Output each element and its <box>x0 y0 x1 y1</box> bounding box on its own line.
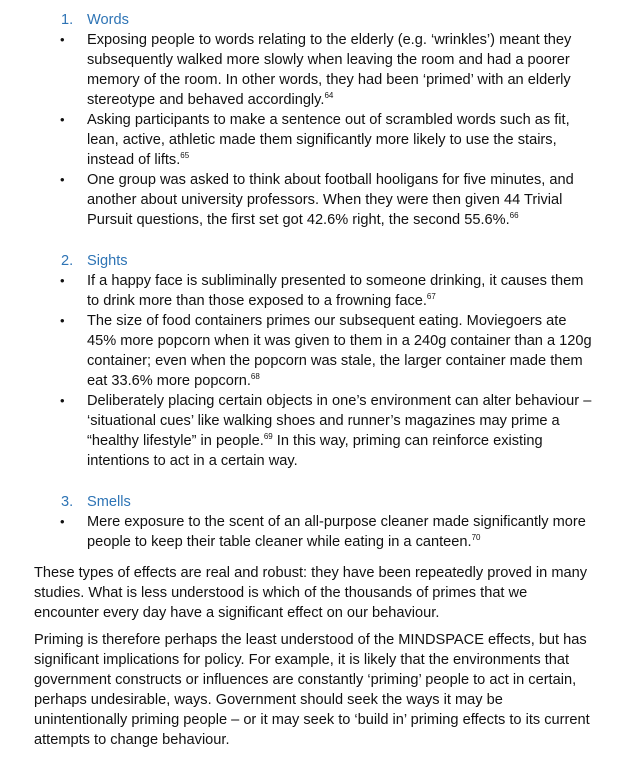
bullet-icon: • <box>60 172 65 187</box>
list-item <box>34 170 594 230</box>
bullet-list <box>34 30 594 230</box>
section-heading <box>34 10 594 30</box>
footnote-ref: 68 <box>250 372 260 381</box>
bullet-text: The size of food containers primes our subsequent eating. Moviegoers ate 45% more popcorn when it was given to them in a 240g container than a 120g container; even when the popcorn was stale, the larger container made them eat 33.6% more popcorn. <box>87 313 592 389</box>
bullet-icon: • <box>60 313 65 328</box>
footnote-ref: 70 <box>471 533 481 542</box>
section-number: 2. <box>61 253 74 269</box>
bullet-text: Exposing people to words relating to the elderly (e.g. ‘wrinkles’) meant they subsequently walked more slowly when leaving the room and had a poorer memory of the room. In other words, they had been ‘primed’ with an elderly stereotype and behaved accordingly. <box>87 32 572 108</box>
list-item <box>34 311 594 391</box>
footnote-ref: 65 <box>180 151 190 160</box>
bullet-text-continued: In this way, priming can reinforce existing intentions to act in a certain way. <box>87 433 543 469</box>
footnote-ref: 64 <box>324 91 334 100</box>
list-item <box>34 271 594 311</box>
bullet-text: One group was asked to think about football hooligans for five minutes, and another about university professors. When they were then given 44 Trivial Pursuit questions, the first set got 42.6% right, the second 55.6%. <box>87 172 574 228</box>
section-number: 1. <box>61 12 74 28</box>
section-number: 3. <box>61 494 74 510</box>
footnote-ref: 69 <box>263 432 273 441</box>
bullet-icon: • <box>60 393 65 408</box>
list-item <box>34 110 594 170</box>
section-title: Words <box>87 12 129 28</box>
section-sights <box>34 251 594 471</box>
bullet-list <box>34 271 594 471</box>
footnote-ref: 66 <box>509 211 519 220</box>
bullet-icon: • <box>60 32 65 47</box>
bullet-icon: • <box>60 112 65 127</box>
footnote-ref: 67 <box>426 292 436 301</box>
section-title: Smells <box>87 494 131 510</box>
bullet-icon: • <box>60 514 65 529</box>
bullet-icon: • <box>60 273 65 288</box>
section-words <box>34 10 594 230</box>
bullet-text: Mere exposure to the scent of an all-purpose cleaner made significantly more people to keep their table cleaner while eating in a canteen. <box>87 514 586 550</box>
body-paragraph: These types of effects are real and robust: they have been repeatedly proved in many studies. What is less understood is which of the thousands of primes that we encounter every day have a significant effect on our behaviour. <box>34 565 588 621</box>
body-paragraph: Priming is therefore perhaps the least understood of the MINDSPACE effects, but has significant implications for policy. For example, it is likely that the environments that government constructs or influences are constantly ‘priming’ people to act in certain, perhaps undesirable, ways. Government should seek the ways it may be unintentionally priming people – or it may seek to ‘build in’ priming effects to its current attempts to change behaviour. <box>34 632 590 748</box>
section-smells <box>34 492 594 552</box>
bullet-list <box>34 512 594 552</box>
section-heading <box>34 492 594 512</box>
list-item <box>34 30 594 110</box>
section-heading <box>34 251 594 271</box>
bullet-text: Deliberately placing certain objects in one’s environment can alter behaviour – ‘situational cues’ like walking shoes and runner’s magazines may prime a “healthy lifestyle” in people. <box>87 393 592 449</box>
list-item <box>34 391 594 471</box>
list-item <box>34 512 594 552</box>
bullet-text: Asking participants to make a sentence out of scrambled words such as fit, lean, active, athletic made them significantly more likely to use the stairs, instead of lifts. <box>87 112 570 168</box>
bullet-text: If a happy face is subliminally presented to someone drinking, it causes them to drink more than those exposed to a frowning face. <box>87 273 584 309</box>
section-title: Sights <box>87 253 128 269</box>
